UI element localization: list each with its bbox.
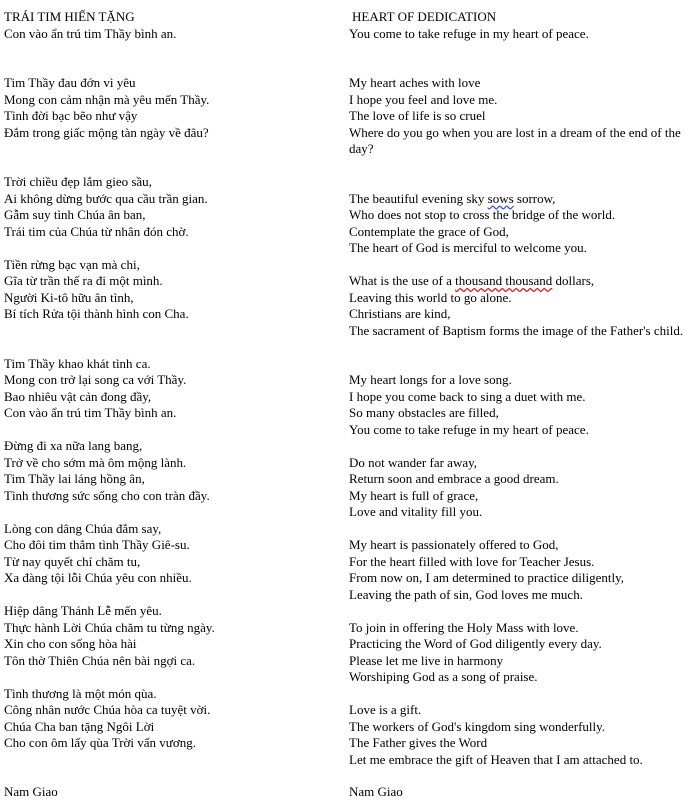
- stanza: [4, 686, 339, 752]
- stanza-spacer: [349, 603, 685, 620]
- poem-line: Please let me live in harmony: [349, 652, 504, 668]
- english-poem-title: HEART OF DEDICATION: [352, 9, 497, 24]
- poem-line: Mong con cảm nhận mà yêu mến Thầy.: [4, 91, 210, 107]
- poem-line: Lòng con dâng Chúa đắm say,: [4, 520, 162, 536]
- stanza-spacer: [4, 141, 339, 174]
- stanza: [349, 372, 685, 438]
- stanza: [4, 174, 339, 240]
- poem-line: The heart of God is merciful to welcome you.: [349, 240, 587, 255]
- stanza: [4, 521, 339, 587]
- poem-line: Xin cho con sống hòa hài: [4, 636, 137, 651]
- poem-line: Return soon and embrace a good dream.: [349, 471, 559, 486]
- poem-line: Tiền rừng bạc vạn mà chi,: [4, 256, 140, 272]
- poem-line: Bí tích Rửa tội thành hình con Cha.: [4, 306, 189, 321]
- poem-line: Tim Thầy lai láng hồng ân,: [4, 471, 145, 486]
- stanza-spacer: [4, 504, 339, 521]
- poem-line: Tình thương là một món qùa.: [4, 685, 157, 701]
- stanza: [4, 75, 339, 141]
- stanza-spacer: [4, 42, 339, 75]
- spellcheck-flag: thousand thousand: [455, 273, 553, 288]
- stanza-spacer: [349, 438, 685, 455]
- stanza-spacer: [349, 686, 685, 703]
- poem-line: Christians are kind,: [349, 306, 451, 321]
- stanza-spacer: [349, 42, 685, 75]
- poem-line: I hope you come back to sing a duet with me.: [349, 388, 586, 404]
- poem-line: Gĩa từ trần thế ra đi một mình.: [4, 273, 163, 288]
- poem-line: My heart is passionately offered to God,: [349, 537, 559, 552]
- vietnamese-poem-title: TRÁI TIM HIẾN TẶNG: [4, 9, 135, 24]
- poem-line: Mong con trở lại song ca với Thầy.: [4, 372, 187, 387]
- poem-line: Worshiping God as a song of praise.: [349, 669, 538, 684]
- poem-line: From now on, I am determined to practice diligently,: [349, 570, 624, 585]
- poem-line: Xa đàng tội lỗi Chúa yêu con nhiều.: [4, 570, 192, 585]
- stanza: [4, 438, 339, 504]
- poem-line: Let me embrace the gift of Heaven that I am attached to.: [349, 751, 643, 767]
- stanza-spacer: [4, 240, 339, 257]
- poem-line: Đừng đi xa nữa lang bang,: [4, 438, 143, 453]
- poem-line: The beautiful evening sky sows sorrow,: [349, 190, 556, 206]
- stanza: [349, 191, 685, 257]
- poem-line: Trở về cho sớm mà ôm mộng lành.: [4, 454, 187, 470]
- poem-line: The love of life is so cruel: [349, 108, 486, 123]
- poem-line: To join in offering the Holy Mass with love.: [349, 619, 579, 635]
- poem-line: Con vào ẩn trú tim Thầy bình an.: [4, 405, 177, 420]
- poem-line: Chúa Cha ban tặng Ngôi Lời: [4, 718, 155, 734]
- poem-line: Hiệp dâng Thánh Lễ mến yêu.: [4, 603, 162, 618]
- poem-line: Cho con ôm lấy qùa Trời vấn vương.: [4, 735, 196, 750]
- poem-line: Tôn thờ Thiên Chúa nên bài ngợi ca.: [4, 652, 196, 668]
- poem-line: You come to take refuge in my heart of peace.: [349, 25, 589, 41]
- stanza: [4, 603, 339, 669]
- poem-line: My heart is full of grace,: [349, 487, 479, 503]
- vietnamese-poem-body: [4, 26, 339, 752]
- poem-line: Tình đời bạc bẽo như vậy: [4, 108, 138, 123]
- poem-line: You come to take refuge in my heart of peace.: [349, 421, 589, 437]
- stanza-spacer: [349, 339, 685, 372]
- english-poem-body: [349, 26, 685, 769]
- stanza: [349, 620, 685, 686]
- poem-line: Trời chiều đẹp lắm gieo sầu,: [4, 174, 152, 189]
- poem-line: Leaving this world to go alone.: [349, 289, 512, 305]
- poem-line: Where do you go when you are lost in a dream of the end of the day?: [349, 124, 681, 156]
- spellcheck-flag: sows: [487, 190, 514, 206]
- poem-line: Tình thương sức sống cho con tràn đầy.: [4, 487, 210, 503]
- poem-line: Tim Thầy đau đớn vì yêu: [4, 75, 136, 90]
- stanza: [349, 537, 685, 603]
- stanza-spacer: [4, 422, 339, 439]
- stanza: [349, 273, 685, 339]
- stanza: [4, 257, 339, 323]
- poem-line: Con vào ẩn trú tim Thầy bình an.: [4, 25, 177, 41]
- poem-line: Practicing the Word of God diligently every day.: [349, 636, 602, 651]
- poem-line: Công nhân nước Chúa hòa ca tuyệt vời.: [4, 702, 211, 717]
- poem-line: Leaving the path of sin, God loves me much.: [349, 586, 583, 602]
- poem-line: Từ nay quyết chí chăm tu,: [4, 553, 141, 569]
- poem-line: Love and vitality fill you.: [349, 504, 483, 519]
- poem-line: The sacrament of Baptism forms the image of the Father's child.: [349, 322, 684, 338]
- poem-line: Bao nhiêu vật cản đong đầy,: [4, 388, 152, 404]
- english-poem-column: [349, 9, 685, 768]
- stanza: [349, 26, 685, 43]
- poem-line: So many obstacles are filled,: [349, 405, 499, 420]
- poem-line: I hope you feel and love me.: [349, 91, 498, 107]
- poem-line: Người Ki-tô hữu ân tình,: [4, 289, 134, 305]
- poem-line: Do not wander far away,: [349, 454, 478, 470]
- stanza: [349, 702, 685, 768]
- poem-line: Tim Thầy khao khát tình ca.: [4, 355, 151, 371]
- vietnamese-poem-column: [4, 9, 339, 752]
- stanza-spacer: [4, 587, 339, 604]
- poem-line: Love is a gift.: [349, 702, 422, 717]
- poem-line: My heart aches with love: [349, 75, 481, 90]
- english-author: Nam Giao: [349, 784, 403, 799]
- vietnamese-author: Nam Giao: [4, 784, 58, 799]
- poem-line: My heart longs for a love song.: [349, 372, 512, 387]
- poem-line: Đắm trong giấc mộng tàn ngày về đâu?: [4, 124, 209, 140]
- poem-line: Who does not stop to cross the bridge of the world.: [349, 207, 616, 222]
- poem-line: Thực hành Lời Chúa chăm tu từng ngày.: [4, 619, 215, 635]
- stanza-spacer: [349, 257, 685, 274]
- stanza: [349, 455, 685, 521]
- stanza: [4, 356, 339, 422]
- poem-line: The workers of God's kingdom sing wonderfully.: [349, 718, 606, 734]
- stanza-spacer: [4, 669, 339, 686]
- poem-line: What is the use of a thousand thousand dollars,: [349, 273, 595, 288]
- poem-line: For the heart filled with love for Teacher Jesus.: [349, 553, 595, 569]
- stanza-spacer: [4, 323, 339, 356]
- poem-line: Contemplate the grace of God,: [349, 223, 509, 239]
- poem-line: Gẫm suy tình Chúa ân ban,: [4, 207, 146, 222]
- poem-line: Ai không dừng bước qua cầu trần gian.: [4, 190, 208, 206]
- poem-line: Trái tim của Chúa từ nhân đón chờ.: [4, 223, 189, 239]
- stanza-spacer: [349, 158, 685, 191]
- stanza: [4, 26, 339, 43]
- poem-line: Cho đôi tim thắm tình Thầy Giê-su.: [4, 537, 190, 552]
- poem-line: The Father gives the Word: [349, 735, 488, 750]
- stanza: [349, 75, 685, 158]
- stanza-spacer: [349, 521, 685, 538]
